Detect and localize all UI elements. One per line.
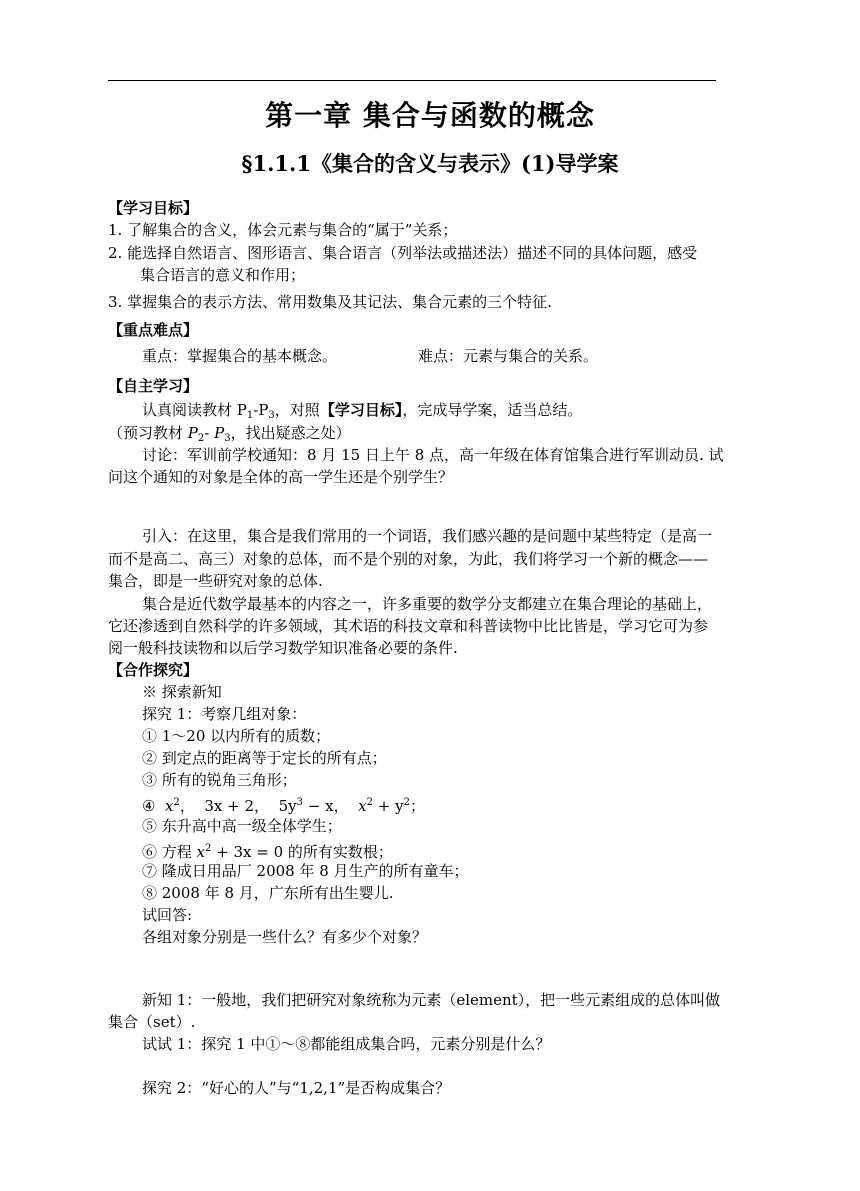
object-group-item-equation: ⑥ 方程 $x^2 + 3x = 0$ 的所有实数根； — [142, 843, 393, 861]
try-answer-label: 试回答: — [142, 906, 193, 924]
new-knowledge-text: 新知 1：一般地，我们把研究对象统称为元素（element），把一些元素组成的总体叫做 — [142, 991, 721, 1009]
section-heading-goals: 【学习目标】 — [108, 199, 199, 217]
object-group-item: ③ 所有的锐角三角形； — [142, 771, 297, 789]
explore-new-label: ※ 探索新知 — [142, 683, 222, 701]
question-text: 各组对象分别是一些什么？有多少个对象？ — [142, 928, 428, 946]
object-group-item: ⑤ 东升高中高一级全体学生； — [142, 817, 342, 835]
new-knowledge-text: 集合（set）. — [108, 1013, 196, 1031]
goal-item: 3. 掌握集合的表示方法、常用数集及其记法、集合元素的三个特征. — [108, 293, 552, 311]
explore-1-label: 探究 1：考察几组对象： — [142, 705, 307, 723]
header-rule — [108, 80, 716, 81]
try-1-text: 试试 1：探究 1 中①～⑧都能组成集合吗，元素分别是什么？ — [142, 1035, 551, 1053]
paragraph-text: 阅一般科技读物和以后学习数学知识准备必要的条件. — [108, 639, 458, 657]
goal-item: 2. 能选择自然语言、图形语言、集合语言（列举法或描述法）描述不同的具体问题，感受 — [108, 244, 698, 262]
explore-2-text: 探究 2：“好心的人”与“1,2,1”是否构成集合？ — [142, 1079, 451, 1097]
paragraph-text: 集合是近代数学最基本的内容之一，许多重要的数学分支都建立在集合理论的基础上， — [142, 595, 713, 613]
section-heading-self-study: 【自主学习】 — [108, 377, 199, 395]
object-group-item: ⑧ 2008 年 8 月，广东所有出生婴儿. — [142, 884, 394, 902]
section-heading-key-points: 【重点难点】 — [108, 321, 199, 339]
object-group-item-formulas: ④ $x^2$， 3x + 2， $5y^3 - x$， $x^2 + y^2$； — [142, 797, 425, 815]
goal-item-continued: 集合语言的意义和作用； — [140, 266, 306, 284]
intro-text: 集合，即是一些研究对象的总体. — [108, 572, 323, 590]
reading-instruction: 认真阅读教材 $P_1-P_3$，对照【学习目标】，完成导学案，适当总结。 — [142, 401, 583, 421]
lesson-title: §1.1.1《集合的含义与表示》(1)导学案 — [241, 151, 619, 176]
discussion-text: 讨论：军训前学校通知：8 月 15 日上午 8 点，高一年级在体育馆集合进行军训动员. 试 — [142, 446, 724, 464]
intro-text: 引入：在这里，集合是我们常用的一个词语，我们感兴趣的是问题中某些特定（是高一 — [142, 527, 713, 545]
paragraph-text: 它还渗透到自然科学的许多领域，其术语的科技文章和科普读物中比比皆是，学习它可为参 — [108, 617, 709, 635]
object-group-item: ① 1～20 以内所有的质数； — [142, 727, 331, 745]
preview-instruction: （预习教材 $P_2-$ $P_3$，找出疑惑之处） — [108, 424, 351, 444]
object-group-item: ② 到定点的距离等于定长的所有点； — [142, 749, 387, 767]
section-heading-coop: 【合作探究】 — [108, 661, 199, 679]
difficulty-point: 难点：元素与集合的关系。 — [418, 347, 599, 365]
goal-item: 1. 了解集合的含义，体会元素与集合的“属于”关系； — [108, 221, 458, 239]
discussion-text: 问这个通知的对象是全体的高一学生还是个别学生？ — [108, 468, 454, 486]
chapter-title: 第一章 集合与函数的概念 — [265, 99, 595, 132]
intro-text: 而不是高二、高三）对象的总体，而不是个别的对象，为此，我们将学习一个新的概念—— — [108, 550, 709, 568]
object-group-item: ⑦ 隆成日用品厂 2008 年 8 月生产的所有童车； — [142, 862, 469, 880]
key-point: 重点：掌握集合的基本概念。 — [142, 347, 338, 365]
